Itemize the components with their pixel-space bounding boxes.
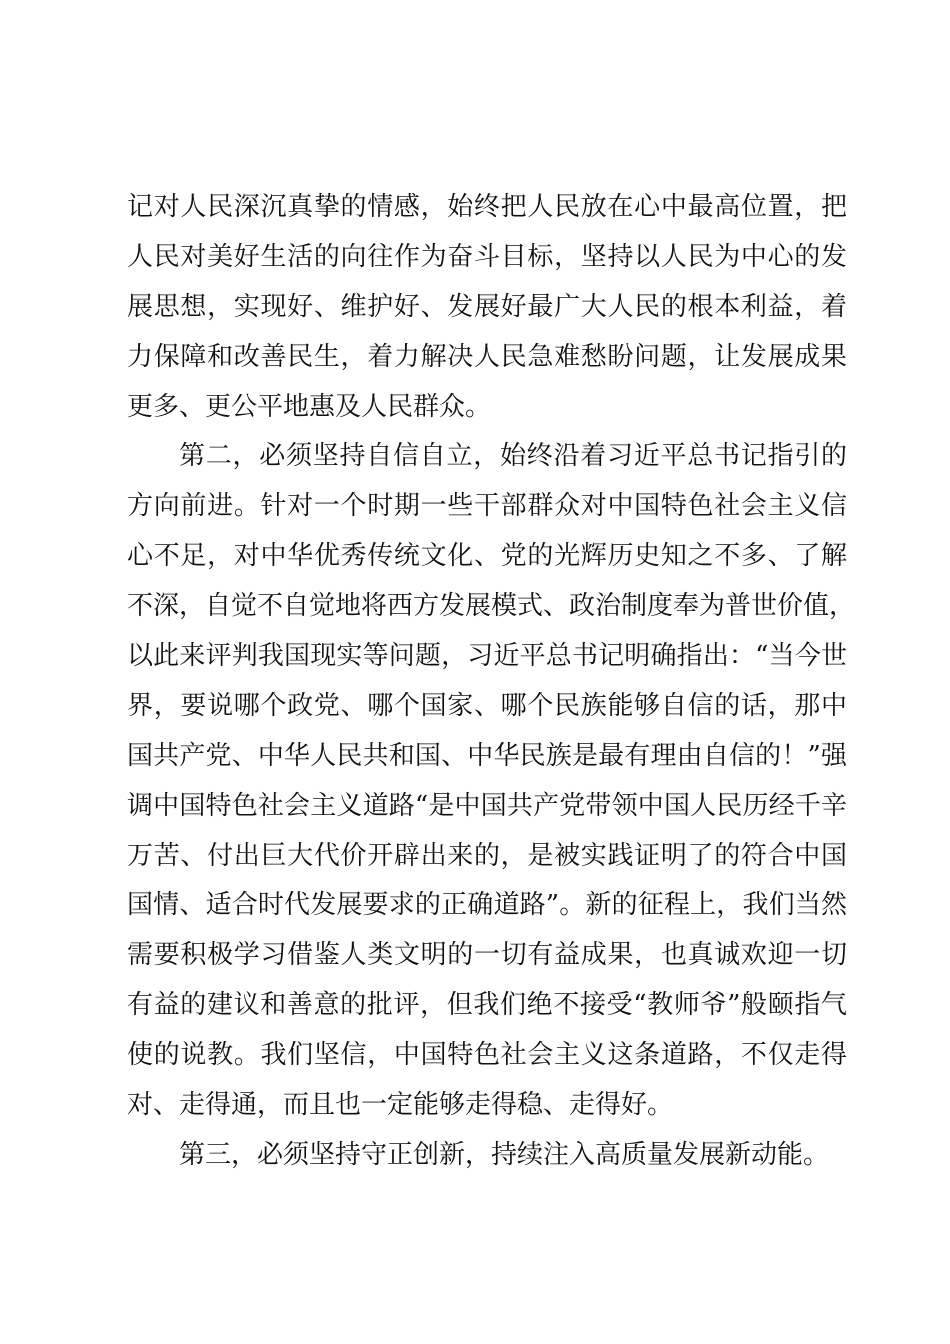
- text-line: 以此来评判我国现实等问题，习近平总书记明确指出：“当今世: [127, 641, 847, 672]
- text-line: 对、走得通，而且也一定能够走得稳、走得好。: [127, 1090, 674, 1121]
- text-line: 记对人民深沉真挚的情感，始终把人民放在心中最高位置，把: [127, 192, 847, 222]
- text-line: 国共产党、中华人民共和国、中华民族是最有理由自信的！”强: [127, 740, 847, 771]
- text-line: 第二，必须坚持自信自立，始终沿着习近平总书记指引的: [179, 441, 847, 472]
- text-line: 界，要说哪个政党、哪个国家、哪个民族能够自信的话，那中: [127, 690, 847, 721]
- text-line: 万苦、付出巨大代价开辟出来的，是被实践证明了的符合中国: [127, 840, 847, 871]
- text-line: 力保障和改善民生，着力解决人民急难愁盼问题，让发展成果: [127, 341, 847, 372]
- text-line: 更多、更公平地惠及人民群众。: [127, 391, 492, 422]
- text-line: 展思想，实现好、维护好、发展好最广大人民的根本利益，着: [127, 291, 847, 322]
- text-line: 不深，自觉不自觉地将西方发展模式、政治制度奉为普世价值，: [127, 591, 856, 622]
- text-line: 国情、适合时代发展要求的正确道路”。新的征程上，我们当然: [127, 890, 847, 921]
- text-line: 方向前进。针对一个时期一些干部群众对中国特色社会主义信: [127, 491, 847, 522]
- text-line: 需要积极学习借鉴人类文明的一切有益成果，也真诚欢迎一切: [127, 940, 847, 971]
- text-line: 有益的建议和善意的批评，但我们绝不接受“教师爷”般颐指气: [127, 990, 847, 1021]
- document-body: [127, 183, 856, 1181]
- text-line: 人民对美好生活的向往作为奋斗目标，坚持以人民为中心的发: [127, 241, 847, 272]
- text-line: 心不足，对中华优秀传统文化、党的光辉历史知之不多、了解: [127, 541, 847, 572]
- text-line: 第三，必须坚持守正创新，持续注入高质量发展新动能。: [179, 1139, 830, 1170]
- text-line: 调中国特色社会主义道路“是中国共产党带领中国人民历经千辛: [127, 790, 847, 821]
- text-line: 使的说教。我们坚信，中国特色社会主义这条道路，不仅走得: [127, 1040, 847, 1071]
